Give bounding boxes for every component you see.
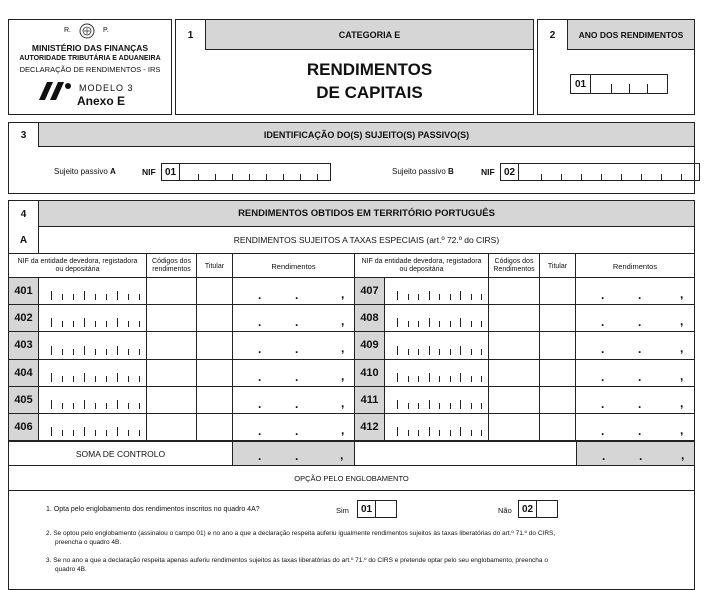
question-2-line-2: preencha o quadro 4B. [55,539,122,546]
row-nif-input[interactable] [39,332,147,358]
year-input[interactable] [570,74,668,94]
row-income-input[interactable]: . . , [233,278,355,304]
section-2-number: 2 [538,20,568,50]
row-nif-input[interactable] [39,387,147,413]
row-code: 406 [9,414,39,440]
row-nif-input[interactable] [39,278,147,304]
row-holder-input[interactable] [540,414,576,440]
row-holder-input[interactable] [197,305,233,331]
nif-a-input[interactable] [161,163,331,181]
row-code: 403 [9,332,39,358]
col-nif-left: NIF da entidade devedora, registadora ou depositária [9,254,147,278]
row-holder-input[interactable] [540,332,576,358]
control-sum-right-input[interactable]: . . , [576,442,694,465]
row-nif-input[interactable] [39,414,147,440]
row-nif-input[interactable] [385,414,489,440]
table-row [355,278,694,305]
table-row [9,305,355,332]
col-nif-right: NIF da entidade devedora, registadora ou depositária [355,254,489,278]
row-holder-input[interactable] [540,360,576,386]
row-income-input[interactable]: . . , [601,341,684,357]
section-3-number: 3 [9,123,39,147]
section-4-title: RENDIMENTOS OBTIDOS EM TERRITÓRIO PORTUGUÊS [39,201,694,227]
row-nif-input[interactable] [385,387,489,413]
row-nif-input[interactable] [385,360,489,386]
table-row [9,387,355,414]
nif-a-code: 01 [162,164,180,180]
section-4-box [8,200,695,590]
table-header [9,254,694,278]
row-income-code-input[interactable] [147,414,197,440]
row-holder-input[interactable] [197,387,233,413]
title-line-2: DE CAPITAIS [316,83,423,102]
row-income-code-input[interactable] [147,305,197,331]
row-income-input[interactable]: . . , [233,305,355,331]
row-income-input[interactable]: . . , [601,368,684,384]
row-code: 410 [355,360,385,386]
row-income-code-input[interactable] [147,332,197,358]
row-code: 411 [355,387,385,413]
declaration-name: DECLARAÇÃO DE RENDIMENTOS - IRS [19,65,161,74]
title-line-1: RENDIMENTOS [306,60,433,79]
emblem-letter-r: R. [64,27,71,34]
taxpayer-a-label: Sujeito passivo A [54,167,116,176]
control-sum-label: SOMA DE CONTROLO [9,442,233,465]
ministry-name: MINISTÉRIO DAS FINANÇAS [31,43,149,53]
row-income-input[interactable]: . . , [601,314,684,330]
yes-checkbox[interactable] [357,500,397,518]
row-holder-input[interactable] [540,278,576,304]
no-code: 02 [519,501,537,517]
row-nif-input[interactable] [385,305,489,331]
row-code: 402 [9,305,39,331]
col-income-left: Rendimentos [233,254,355,278]
subsection-a-title: RENDIMENTOS SUJEITOS A TAXAS ESPECIAIS (art.º 72.º do CIRS) [39,227,694,254]
row-nif-input[interactable] [39,360,147,386]
row-income-code-input[interactable] [147,387,197,413]
category-label: CATEGORIA E [206,20,533,50]
row-code: 412 [355,414,385,440]
nif-b-input[interactable] [500,163,700,181]
row-income-code-input[interactable] [489,360,540,386]
row-income-code-input[interactable] [489,414,540,440]
section-1-box [175,19,534,115]
row-income-input[interactable]: . . , [233,360,355,386]
section-1-number: 1 [176,20,206,50]
table-row [9,278,355,305]
authority-name: AUTORIDADE TRIBUTÁRIA E ADUANEIRA [19,55,161,62]
table-row [9,414,355,441]
row-code: 408 [355,305,385,331]
taxpayer-b-label: Sujeito passivo B [392,167,454,176]
row-income-code-input[interactable] [489,278,540,304]
year-field-code: 01 [571,75,591,93]
model-label: MODELO 3 [79,83,134,93]
row-income-input[interactable]: . . , [233,387,355,413]
yes-label: Sim [336,506,349,515]
row-income-input[interactable]: . . , [601,287,684,302]
table-row [355,305,694,332]
row-code: 409 [355,332,385,358]
row-holder-input[interactable] [197,332,233,358]
annex-label: Anexo E [77,94,126,108]
row-income-input[interactable]: . . , [601,395,684,411]
row-nif-input[interactable] [385,332,489,358]
row-income-input[interactable]: . . , [601,423,684,438]
control-sum-left-input[interactable]: . . , [233,442,355,465]
nif-a-label: NIF [142,167,156,177]
question-3-line-2: quadro 4B. [55,566,87,573]
row-nif-input[interactable] [385,278,489,304]
row-income-code-input[interactable] [147,278,197,304]
row-income-code-input[interactable] [489,305,540,331]
emblem-letter-p: P. [103,27,109,34]
row-income-input[interactable]: . . , [233,332,355,358]
no-checkbox[interactable] [518,500,558,518]
option-title: OPÇÃO PELO ENGLOBAMENTO [9,466,694,491]
section-3-title: IDENTIFICAÇÃO DO(S) SUJEITO(S) PASSIVO(S) [39,123,694,147]
row-holder-input[interactable] [197,414,233,440]
header-identity-box [8,19,172,115]
col-holder-left: Titular [197,254,233,278]
row-holder-input[interactable] [197,360,233,386]
row-code: 401 [9,278,39,304]
col-holder-right: Titular [540,254,576,278]
row-holder-input[interactable] [540,305,576,331]
question-2-line-1: 2. Se optou pelo englobamento (assinalou o campo 01) e no ano a que a declaração respeita auferiu igualmente rendimentos sujeitos às taxas liberatórias do art.º 71.º do CIRS, [46,530,556,537]
row-code: 407 [355,278,385,304]
nif-b-code: 02 [501,164,519,180]
question-1: 1. Opta pelo englobamento dos rendimentos inscritos no quadro 4A? [46,506,260,513]
row-nif-input[interactable] [39,305,147,331]
table-row [9,360,355,387]
col-codes-left: Códigos dos rendimentos [147,254,197,278]
row-holder-input[interactable] [197,278,233,304]
row-code: 405 [9,387,39,413]
row-income-code-input[interactable] [147,360,197,386]
row-income-code-input[interactable] [489,332,540,358]
section-3-box [8,122,695,194]
row-holder-input[interactable] [540,387,576,413]
no-label: Não [498,506,512,515]
table-row [355,387,694,414]
col-income-right: Rendimentos [612,261,658,271]
table-row [355,332,694,359]
row-income-input[interactable]: . . , [233,414,355,440]
tax-authority-logo-icon [37,80,73,102]
subsection-a-letter: A [9,227,39,254]
col-codes-right: Códigos dos Rendimentos [489,254,540,278]
section-2-box [537,19,695,115]
table-row [355,414,694,441]
table-row [355,360,694,387]
question-3-line-1: 3. Se no ano a que a declaração respeita apenas auferiu rendimentos sujeitos às taxas liberatórias do art.º 71.º do CIRS e pretende optar pelo seu englobamento, preencha o [46,557,548,564]
section-4-number: 4 [9,201,39,227]
yes-code: 01 [358,501,376,517]
row-code: 404 [9,360,39,386]
year-title: ANO DOS RENDIMENTOS [568,20,694,50]
control-sum-row [9,441,694,466]
nif-b-label: NIF [481,167,495,177]
republic-emblem-icon [79,23,95,39]
table-row [9,332,355,359]
row-income-code-input[interactable] [489,387,540,413]
